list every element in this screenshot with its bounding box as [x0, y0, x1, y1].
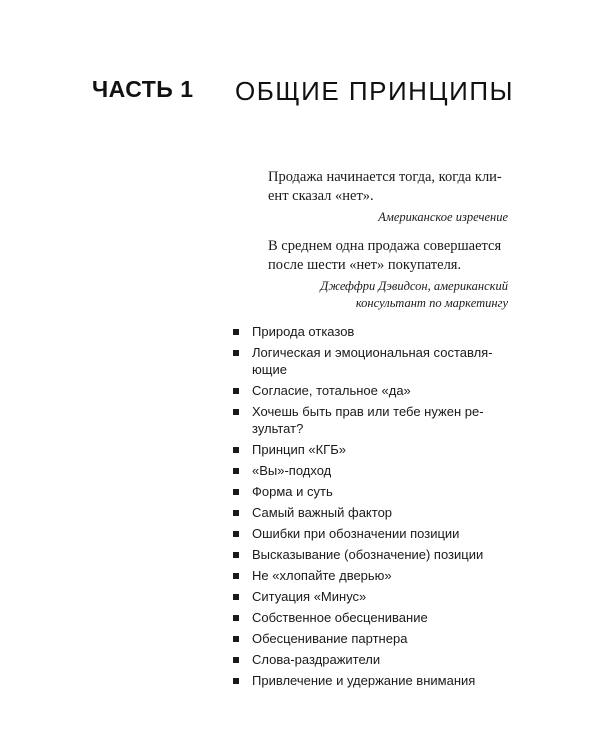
- contents-list: [233, 323, 523, 693]
- epigraph: [268, 168, 508, 226]
- list-item-label: Ошибки при обозначении позиции: [252, 526, 460, 541]
- list-item-label: Привлечение и удержание внимания: [252, 673, 476, 688]
- part-title: ОБЩИЕ ПРИНЦИПЫ: [235, 76, 515, 106]
- list-item-label: Хочешь быть прав или тебе нужен ре-: [252, 404, 484, 419]
- list-item-label: Не «хлопайте дверью»: [252, 568, 392, 583]
- list-item-label: Слова-раздражители: [252, 652, 381, 667]
- epigraph-source-line: консультант по маркетингу: [355, 296, 508, 310]
- square-bullet-icon: [233, 678, 239, 684]
- epigraph-text-line: В среднем одна продажа совершается: [268, 238, 502, 254]
- square-bullet-icon: [233, 329, 239, 335]
- list-item-label: Собственное обесценивание: [252, 610, 428, 625]
- list-item: [233, 344, 523, 378]
- square-bullet-icon: [233, 409, 239, 415]
- epigraph-source: [268, 278, 508, 312]
- epigraph-text-line: ент сказал «нет».: [268, 187, 374, 204]
- square-bullet-icon: [233, 552, 239, 558]
- square-bullet-icon: [233, 657, 239, 663]
- list-item: [233, 567, 523, 584]
- epigraph-text: [268, 237, 508, 274]
- list-item: [233, 382, 523, 399]
- list-item-label: Форма и суть: [252, 484, 333, 499]
- square-bullet-icon: [233, 489, 239, 495]
- list-item: [233, 672, 523, 689]
- list-item: [233, 403, 523, 437]
- list-item-label: Согласие, тотальное «да»: [252, 383, 411, 398]
- epigraph: [268, 237, 508, 312]
- list-item: [233, 546, 523, 563]
- list-item-label: Логическая и эмоциональная составля-: [252, 345, 493, 360]
- epigraph-text-line: Продажа начинается тогда, когда кли-: [268, 169, 502, 185]
- list-item-label-continued: зультат?: [252, 421, 304, 436]
- square-bullet-icon: [233, 468, 239, 474]
- list-item: [233, 588, 523, 605]
- list-item: [233, 651, 523, 668]
- list-item: [233, 504, 523, 521]
- list-item: [233, 323, 523, 340]
- list-item: [233, 609, 523, 626]
- square-bullet-icon: [233, 573, 239, 579]
- epigraph-source-line: Джеффри Дэвидсон, американский: [320, 279, 508, 293]
- square-bullet-icon: [233, 594, 239, 600]
- list-item-label: Обесценивание партнера: [252, 631, 408, 646]
- epigraph-text: [268, 168, 508, 205]
- list-item-label: Самый важный фактор: [252, 505, 393, 520]
- list-item: [233, 483, 523, 500]
- list-item-label: Принцип «КГБ»: [252, 442, 346, 457]
- list-item: [233, 525, 523, 542]
- list-item-label: Высказывание (обозначение) позиции: [252, 547, 484, 562]
- list-item: [233, 630, 523, 647]
- epigraph-text-line: после шести «нет» покупателя.: [268, 256, 462, 273]
- square-bullet-icon: [233, 388, 239, 394]
- square-bullet-icon: [233, 510, 239, 516]
- epigraph-source: [268, 209, 508, 226]
- list-item: [233, 462, 523, 479]
- epigraph-source-line: Американское изречение: [378, 210, 508, 224]
- square-bullet-icon: [233, 350, 239, 356]
- part-label: ЧАСТЬ 1: [92, 76, 194, 102]
- epigraphs: [268, 168, 508, 312]
- list-item-label-continued: ющие: [252, 362, 287, 377]
- list-item-label: Природа отказов: [252, 324, 355, 339]
- square-bullet-icon: [233, 531, 239, 537]
- list-item-label: Ситуация «Минус»: [252, 589, 367, 604]
- square-bullet-icon: [233, 615, 239, 621]
- square-bullet-icon: [233, 447, 239, 453]
- part-header: [92, 74, 532, 114]
- list-item: [233, 441, 523, 458]
- list-item-label: «Вы»-подход: [252, 463, 332, 478]
- square-bullet-icon: [233, 636, 239, 642]
